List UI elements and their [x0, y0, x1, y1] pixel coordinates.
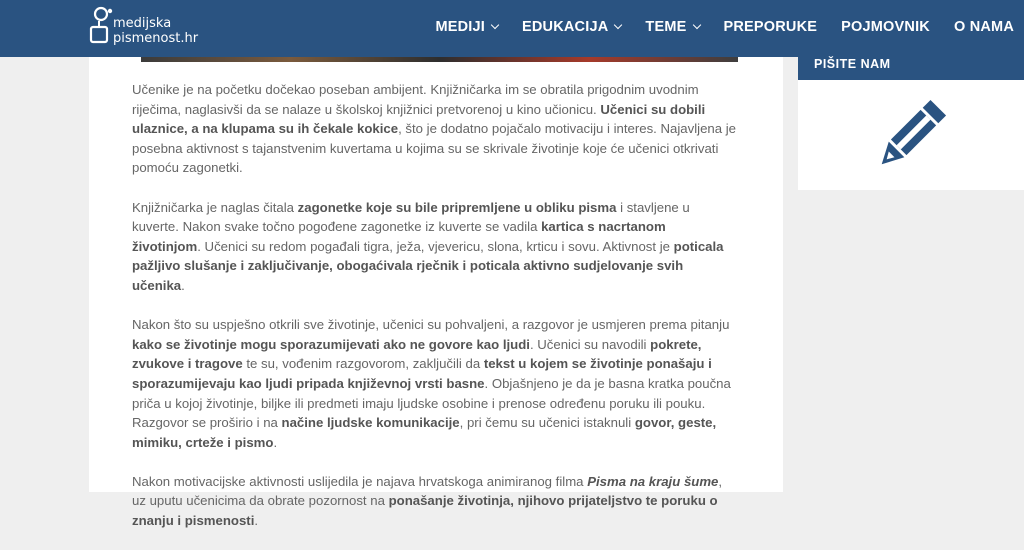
logo-line-2: pismenost.hr: [113, 31, 199, 46]
bold-text: poticala pažljivo slušanje i zaključivanje, obogaćivala rječnik i poticala aktivno sudjelovanje svih učenika: [132, 238, 724, 293]
site-logo[interactable]: [88, 5, 198, 50]
nav-item-label: MEDIJI: [435, 19, 485, 35]
nav-item-o-nama[interactable]: [954, 19, 1014, 35]
nav-item-label: POJMOVNIK: [841, 19, 930, 35]
text-segment: Nakon što su uspješno otkrili sve životinje, učenici su pohvaljeni, a razgovor je usmjeren prema pitanju: [132, 317, 730, 333]
paragraph-1: [132, 80, 737, 178]
paragraph-2: [132, 198, 737, 296]
chevron-down-icon: [491, 21, 499, 29]
contact-widget: [798, 48, 1024, 190]
main-nav: [411, 19, 1014, 35]
nav-item-label: PREPORUKE: [723, 19, 818, 35]
bold-text: tekst u kojem se životinje ponašaju i sporazumijevaju kao ljudi pripada književnoj vrsti basne: [132, 356, 712, 391]
text-segment: . Objašnjeno je da je basna kratka poučna priča u kojoj životinje, biljke ili predmeti imaju ljudske osobine i prenose određenu poruku ili pouku. Razgovor se proširio i na: [132, 375, 731, 431]
nav-item-edukacija[interactable]: [522, 19, 621, 35]
bold-text: pokrete, zvukove i tragove: [132, 336, 702, 372]
bold-text: Učenici su dobili ulaznice, a na klupama su ih čekale kokice: [132, 101, 706, 137]
nav-item-pojmovnik[interactable]: [841, 19, 930, 35]
text-segment: i stavljene u kuverte. Nakon svake točno pogođene zagonetke iz kuverte se vadila: [132, 199, 690, 235]
logo-text: [113, 16, 198, 46]
chevron-down-icon: [692, 21, 700, 29]
text-segment: .: [273, 434, 278, 450]
widget-title: PIŠITE NAM: [798, 48, 1024, 80]
text-segment: Nakon motivacijske aktivnosti uslijedila je najava hrvatskoga animiranog filma: [132, 473, 588, 489]
bold-text: govor, geste, mimiku, crteže i pismo: [132, 415, 717, 450]
text-segment: , pri čemu su učenici istaknuli: [459, 415, 635, 431]
text-segment: .: [181, 277, 185, 293]
bold-text: kartica s nacrtanom životinjom: [132, 219, 666, 254]
logo-line-1: medijska: [113, 16, 172, 31]
bold-text: ponašanje životinja, njihovo prijateljstvo te poruku o znanju i pismenosti: [132, 493, 718, 529]
article-image-bottom: [141, 57, 738, 62]
text-segment: .: [254, 513, 259, 529]
bold-text: načine ljudske komunikacije: [281, 415, 460, 431]
article-body: [132, 80, 737, 550]
bold-text: kako se životinje mogu sporazumijevati ako ne govore kao ljudi: [132, 336, 530, 352]
nav-item-teme[interactable]: [645, 19, 699, 35]
text-segment: Knjižničarka je naglas čitala: [132, 199, 298, 215]
nav-item-label: O NAMA: [953, 19, 1014, 35]
nav-item-label: TEME: [645, 19, 687, 35]
text-segment: te su, vođenim razgovorom, zaključili da: [242, 356, 484, 372]
paragraph-3: [132, 315, 737, 452]
chevron-down-icon: [614, 21, 622, 29]
nav-item-preporuke[interactable]: [724, 19, 818, 35]
paragraph-4: [132, 472, 737, 531]
bold-text: Pisma na kraju šume: [587, 473, 719, 489]
bold-text: zagonetke koje su bile pripremljene u obliku pisma: [297, 199, 617, 215]
text-segment: . Učenici su redom pogađali tigra, ježa, vjevericu, slona, krticu i sovu. Aktivnost je: [197, 238, 674, 254]
nav-item-mediji[interactable]: [435, 19, 498, 35]
nav-item-label: EDUKACIJA: [522, 19, 609, 35]
pencil-icon[interactable]: [868, 94, 952, 178]
text-segment: , uz uputu učenicima da obrate pozornost na: [132, 473, 723, 509]
text-segment: , što je dodatno pojačalo motivaciju i interes. Najavljena je posebna aktivnost s tajanstvenim kuvertama u kojima su se skrivale životinje koje će učenici otkrivati pomoću zagonetki.: [132, 121, 737, 176]
text-segment: . Učenici su navodili: [529, 336, 651, 352]
text-segment: Učenike je na početku dočekao poseban ambijent. Knjižničarka im se obratila prigodnim uvodnim riječima, naglasivši da se nalaze u školskoj knjižnici pretvorenoj u kino učionicu.: [132, 82, 699, 117]
